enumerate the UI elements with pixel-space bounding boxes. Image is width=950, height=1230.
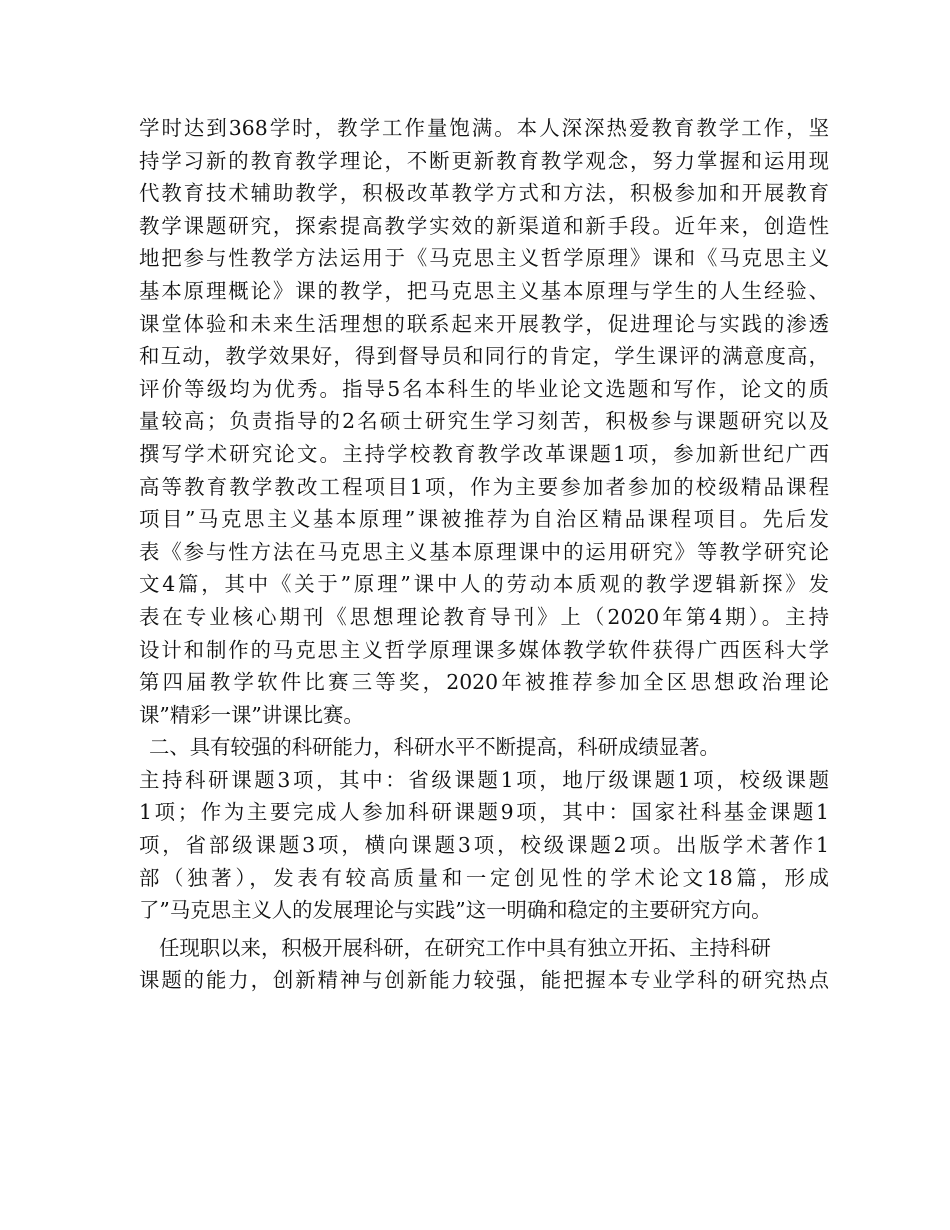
paragraph-2-line: 主持科研课题3项，其中：省级课题1项，地厅级课题1项，校级课题 <box>139 767 829 792</box>
paragraph-3-line: 任现职以来，积极开展科研，在研究工作中具有独立开拓、主持科研 <box>159 935 771 960</box>
section-heading-2: 二、具有较强的科研能力，科研水平不断提高，科研成绩显著。 <box>149 735 720 760</box>
paragraph-1-line: 课堂体验和未来生活理想的联系起来开展教学，促进理论与实践的渗透 <box>139 311 829 336</box>
paragraph-1-line: 表在专业核心期刊《思想理论教育导刊》上（2020年第4期）。主持 <box>139 604 829 629</box>
paragraph-1-line: 表《参与性方法在马克思主义基本原理课中的运用研究》等教学研究论 <box>139 539 829 564</box>
paragraph-1-line: 学时达到368学时，教学工作量饱满。本人深深热爱教育教学工作，坚 <box>139 116 829 140</box>
paragraph-1-line: 和互动，教学效果好，得到督导员和同行的肯定，学生课评的满意度高， <box>139 344 829 369</box>
paragraph-1-line: 代教育技术辅助教学，积极改革教学方式和方法，积极参加和开展教育 <box>139 181 829 206</box>
paragraph-1-line-last: 课”精彩一课”讲课比赛。 <box>139 702 364 727</box>
paragraph-1-line: 评价等级均为优秀。指导5名本科生的毕业论文选题和写作，论文的质 <box>139 376 829 401</box>
paragraph-2-line: 1项；作为主要完成人参加科研课题9项，其中：国家社科基金课题1 <box>139 800 829 825</box>
paragraph-2-line: 部（独著），发表有较高质量和一定创见性的学术论文18篇，形成 <box>139 865 829 890</box>
document-body <box>139 112 829 997</box>
paragraph-1-line: 基本原理概论》课的教学，把马克思主义基本原理与学生的人生经验、 <box>139 278 829 303</box>
paragraph-1-line: 撰写学术研究论文。主持学校教育教学改革课题1项，参加新世纪广西 <box>139 441 829 466</box>
paragraph-1-line: 持学习新的教育教学理论，不断更新教育教学观念，努力掌握和运用现 <box>139 148 829 173</box>
paragraph-1-line: 文4篇，其中《关于”原理”课中人的劳动本质观的教学逻辑新探》发 <box>139 572 829 597</box>
paragraph-3-line: 课题的能力，创新精神与创新能力较强，能把握本专业学科的研究热点 <box>139 968 829 993</box>
paragraph-1-line: 项目”马克思主义基本原理”课被推荐为自治区精品课程项目。先后发 <box>139 507 829 532</box>
paragraph-1-line: 量较高；负责指导的2名硕士研究生学习刻苦，积极参与课题研究以及 <box>139 409 829 434</box>
paragraph-1-line: 地把参与性教学方法运用于《马克思主义哲学原理》课和《马克思主义 <box>139 246 829 271</box>
paragraph-2-line-last: 了”马克思主义人的发展理论与实践”这一明确和稳定的主要研究方向。 <box>139 898 772 923</box>
paragraph-1-line: 教学课题研究，探索提高教学实效的新渠道和新手段。近年来，创造性 <box>139 213 829 238</box>
paragraph-1-line: 设计和制作的马克思主义哲学原理课多媒体教学软件获得广西医科大学 <box>139 637 829 662</box>
paragraph-1-line: 第四届教学软件比赛三等奖，2020年被推荐参加全区思想政治理论 <box>139 670 829 695</box>
paragraph-1-line: 高等教育教学教改工程项目1项，作为主要参加者参加的校级精品课程 <box>139 474 829 499</box>
paragraph-2-line: 项，省部级课题3项，横向课题3项，校级课题2项。出版学术著作1 <box>139 833 829 858</box>
